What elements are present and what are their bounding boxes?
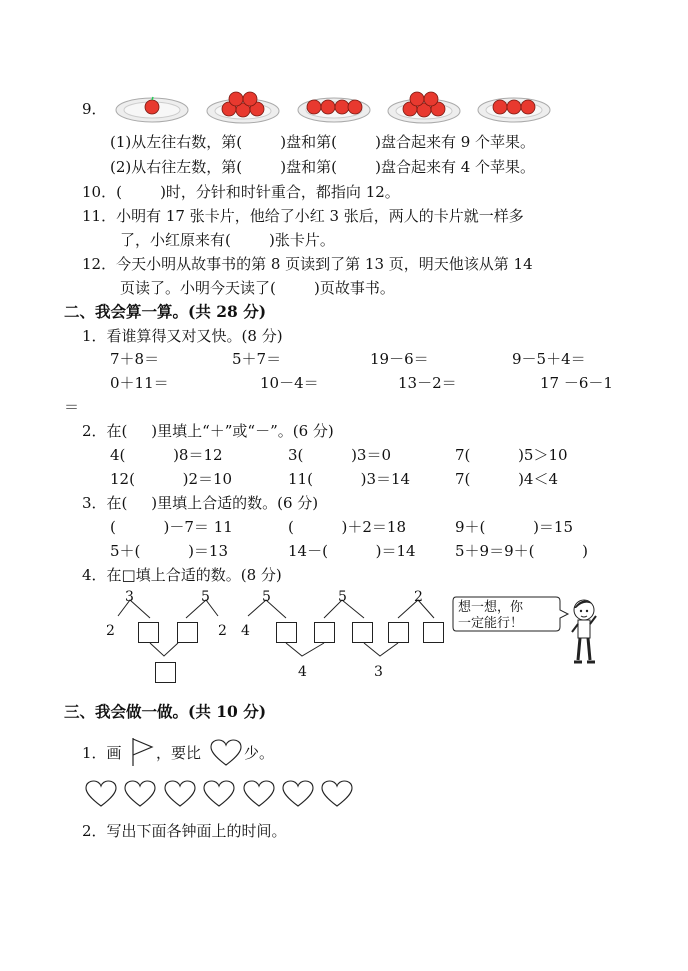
answer-box[interactable] xyxy=(276,622,297,643)
heart-icon xyxy=(123,780,157,808)
sign-item: 4( )8＝12 xyxy=(110,446,223,464)
bubble-text-1: 想一想，你 xyxy=(458,600,524,615)
split-number: 3 xyxy=(125,589,134,605)
s2-p4-title: 4．在□填上合适的数。(8 分) xyxy=(82,566,282,584)
apple-plate-icon xyxy=(114,92,190,124)
sign-item: 12( )2＝10 xyxy=(110,470,233,488)
fill-item: ( )－7＝ 11 xyxy=(110,518,233,536)
s3-p2-title: 2．写出下面各钟面上的时间。 xyxy=(82,822,287,840)
calc-item-wrap: ＝ xyxy=(64,398,80,416)
heart-icon xyxy=(84,780,118,808)
fill-item: 5＋( )＝13 xyxy=(110,542,229,560)
answer-box[interactable] xyxy=(423,622,444,643)
s3-p1-suffix: 少。 xyxy=(244,744,275,762)
calc-item: 10－4＝ xyxy=(260,374,319,392)
q9-part-1: (1)从左往右数，第( )盘和第( )盘合起来有 9 个苹果。 xyxy=(110,133,536,151)
answer-box[interactable] xyxy=(314,622,335,643)
sign-item: 7( )4＜4 xyxy=(455,470,559,488)
calc-item: 19－6＝ xyxy=(370,350,429,368)
fill-item: 9＋( )＝15 xyxy=(455,518,574,536)
calc-item: 7＋8＝ xyxy=(110,350,160,368)
calc-item: 0＋11＝ xyxy=(110,374,169,392)
fill-item: ( )＋2＝18 xyxy=(288,518,407,536)
q11-line-1: 11．小明有 17 张卡片，他给了小红 3 张后，两人的卡片就一样多 xyxy=(82,207,524,225)
calc-item: 5＋7＝ xyxy=(232,350,282,368)
cartoon-boy-icon xyxy=(570,596,598,666)
q12-line-1: 12．今天小明从故事书的第 8 页读到了第 13 页，明天他该从第 14 xyxy=(82,255,533,273)
split-number: 3 xyxy=(374,664,383,680)
apple-plate-icon xyxy=(386,86,462,126)
section-2-title: 二、我会算一算。(共 28 分) xyxy=(64,302,267,321)
split-number: 2 xyxy=(106,623,115,639)
bubble-text-2: 一定能行！ xyxy=(458,616,524,631)
answer-box[interactable] xyxy=(138,622,159,643)
split-number: 2 xyxy=(218,623,227,639)
q9-part-2: (2)从右往左数，第( )盘和第( )盘合起来有 4 个苹果。 xyxy=(110,158,536,176)
heart-icon xyxy=(242,780,276,808)
s3-p1-prefix: 1．画 xyxy=(82,744,122,762)
split-number: 2 xyxy=(414,589,423,605)
s2-p3-title: 3．在( )里填上合适的数。(6 分) xyxy=(82,494,319,512)
heart-icon xyxy=(281,780,315,808)
fill-item: 5＋9＝9＋( ) xyxy=(455,542,589,560)
heart-icon xyxy=(210,739,242,767)
apple-plate-icon xyxy=(296,92,372,124)
apple-plate-icon xyxy=(205,86,281,126)
sign-item: 7( )5＞10 xyxy=(455,446,568,464)
answer-box[interactable] xyxy=(155,662,176,683)
s2-p1-title: 1．看谁算得又对又快。(8 分) xyxy=(82,327,283,345)
q11-line-2: 了，小红原来有( )张卡片。 xyxy=(120,231,335,249)
split-number: 4 xyxy=(298,664,307,680)
heart-icon xyxy=(320,780,354,808)
answer-box[interactable] xyxy=(388,622,409,643)
q12-line-2: 页读了。小明今天读了( )页故事书。 xyxy=(120,279,395,297)
sign-item: 11( )3＝14 xyxy=(288,470,411,488)
section-3-title: 三、我会做一做。(共 10 分) xyxy=(64,702,267,721)
s2-p2-title: 2．在( )里填上“＋”或“－”。(6 分) xyxy=(82,422,334,440)
apple-plate-icon xyxy=(476,92,552,124)
split-number: 5 xyxy=(262,589,271,605)
answer-box[interactable] xyxy=(352,622,373,643)
q9-number: 9． xyxy=(82,100,107,118)
split-number: 5 xyxy=(338,589,347,605)
calc-item: 17 －6－1 xyxy=(540,374,613,392)
fill-item: 14－( )＝14 xyxy=(288,542,416,560)
calc-item: 9－5＋4＝ xyxy=(512,350,586,368)
flag-icon xyxy=(130,737,156,767)
hearts-row xyxy=(84,780,364,810)
sign-item: 3( )3＝0 xyxy=(288,446,392,464)
answer-box[interactable] xyxy=(177,622,198,643)
heart-icon xyxy=(163,780,197,808)
heart-icon xyxy=(202,780,236,808)
s3-p1-middle: ，要比 xyxy=(156,744,202,762)
calc-item: 13－2＝ xyxy=(398,374,457,392)
split-number: 4 xyxy=(241,623,250,639)
q10: 10．( )时，分针和时针重合，都指向 12。 xyxy=(82,183,400,201)
split-number: 5 xyxy=(201,589,210,605)
